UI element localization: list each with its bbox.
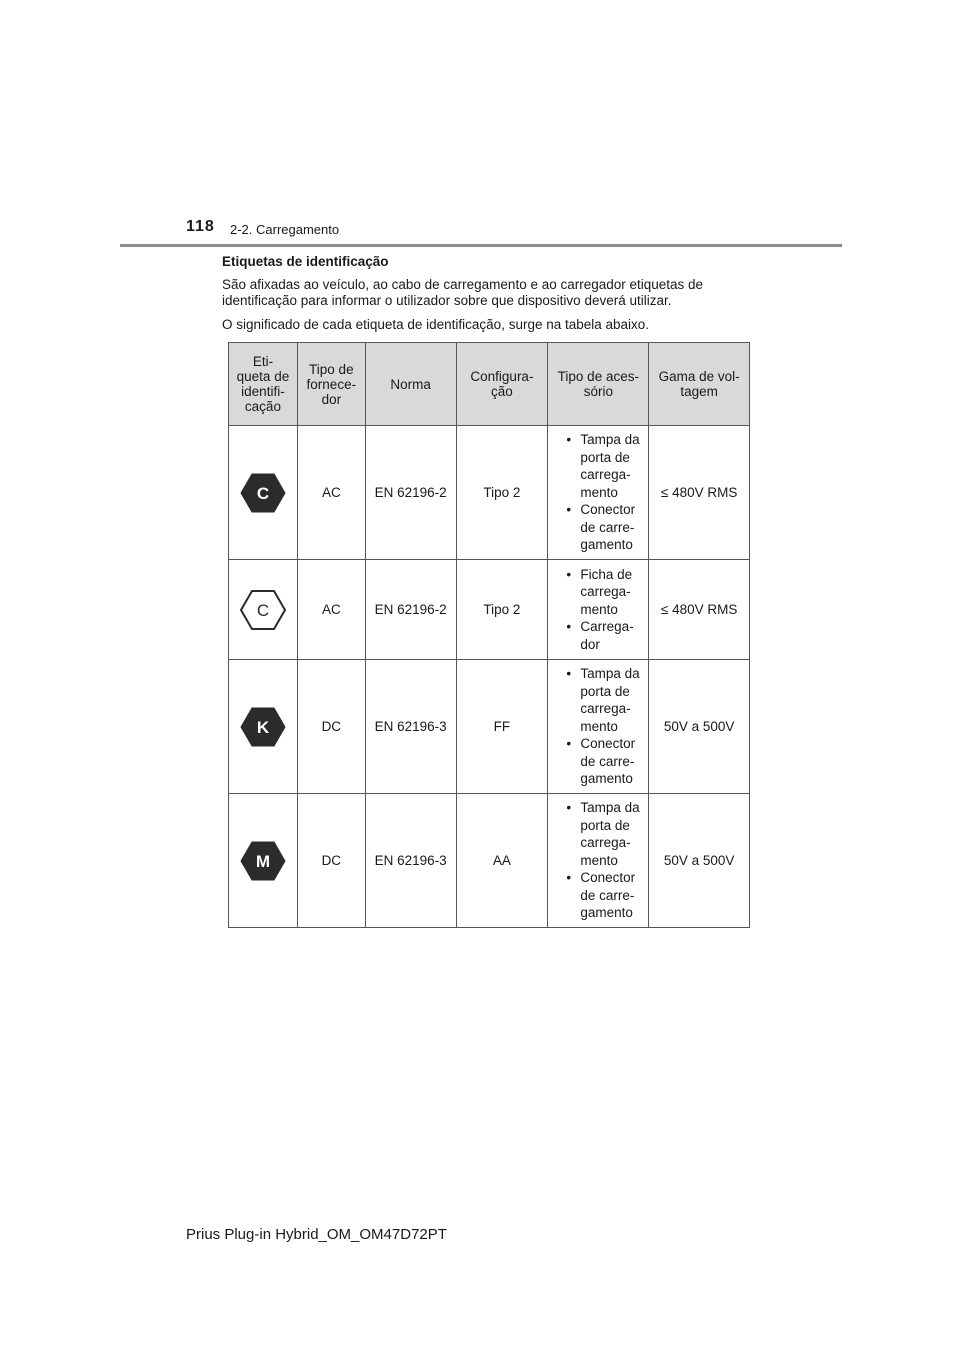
accessory-item: • Tampa da porta de carrega- mento	[566, 431, 640, 501]
voltage-range-cell: ≤ 480V RMS	[649, 426, 750, 560]
configuration-cell: FF	[456, 660, 548, 794]
header-divider	[120, 244, 842, 247]
voltage-range-cell: ≤ 480V RMS	[649, 560, 750, 660]
accessory-item: • Conector de carre- gamento	[566, 869, 640, 922]
accessory-type-cell	[548, 426, 649, 560]
header-voltage-range: Gama de vol- tagem	[649, 343, 750, 426]
voltage-range-cell: 50V a 500V	[649, 660, 750, 794]
accessory-item: • Carrega- dor	[566, 618, 640, 653]
label-letter: K	[256, 717, 270, 737]
label-cell	[229, 794, 298, 928]
label-letter: C	[256, 600, 270, 620]
accessory-list	[548, 562, 648, 658]
intro-paragraph: São afixadas ao veículo, ao cabo de carregamento e ao carregador etiquetas de identificação para informar o utilizador sobre que dispositivo deverá utilizar.	[222, 277, 704, 308]
label-cell	[229, 560, 298, 660]
content-heading: Etiquetas de identificação	[222, 254, 389, 269]
voltage-range-cell: 50V a 500V	[649, 794, 750, 928]
header-supply-type: Tipo de fornece- dor	[297, 343, 365, 426]
supply-type-cell: DC	[297, 794, 365, 928]
norm-cell: EN 62196-2	[365, 426, 456, 560]
accessory-item: • Conector de carre- gamento	[566, 735, 640, 788]
accessory-item: • Tampa da porta de carrega- mento	[566, 799, 640, 869]
supply-type-cell: AC	[297, 560, 365, 660]
table-row	[229, 426, 750, 560]
footer-document-id: Prius Plug-in Hybrid_OM_OM47D72PT	[186, 1226, 447, 1243]
table-intro-paragraph: O significado de cada etiqueta de identificação, surge na tabela abaixo.	[222, 317, 650, 332]
header-accessory-type: Tipo de aces- sório	[548, 343, 649, 426]
accessory-item: • Tampa da porta de carrega- mento	[566, 665, 640, 735]
label-letter: C	[256, 483, 270, 503]
configuration-cell: Tipo 2	[456, 426, 548, 560]
page-number: 118	[186, 218, 215, 235]
norm-cell: EN 62196-3	[365, 660, 456, 794]
header-norm: Norma	[365, 343, 456, 426]
label-c-filled-hexagon-icon	[239, 472, 287, 514]
accessory-list	[548, 795, 648, 926]
table-row	[229, 794, 750, 928]
label-m-filled-hexagon-icon	[239, 840, 287, 882]
accessory-item: • Ficha de carrega- mento	[566, 566, 640, 619]
table-body	[229, 426, 750, 928]
identification-labels-table	[228, 342, 750, 928]
configuration-cell: AA	[456, 794, 548, 928]
table-row	[229, 660, 750, 794]
header-label: Eti- queta de identifi- cação	[229, 343, 298, 426]
label-cell	[229, 426, 298, 560]
accessory-item: • Conector de carre- gamento	[566, 501, 640, 554]
content-area	[222, 254, 750, 341]
section-title: 2-2. Carregamento	[230, 222, 340, 237]
accessory-type-cell	[548, 794, 649, 928]
header-configuration: Configura- ção	[456, 343, 548, 426]
label-c-outline-hexagon-icon	[239, 589, 287, 631]
accessory-type-cell	[548, 660, 649, 794]
supply-type-cell: AC	[297, 426, 365, 560]
label-letter: M	[255, 851, 271, 871]
accessory-list	[548, 661, 648, 792]
accessory-type-cell	[548, 560, 649, 660]
norm-cell: EN 62196-2	[365, 560, 456, 660]
accessory-list	[548, 427, 648, 558]
label-cell	[229, 660, 298, 794]
configuration-cell: Tipo 2	[456, 560, 548, 660]
label-k-filled-hexagon-icon	[239, 706, 287, 748]
supply-type-cell: DC	[297, 660, 365, 794]
norm-cell: EN 62196-3	[365, 794, 456, 928]
table-row	[229, 560, 750, 660]
table-header-row	[229, 343, 750, 426]
